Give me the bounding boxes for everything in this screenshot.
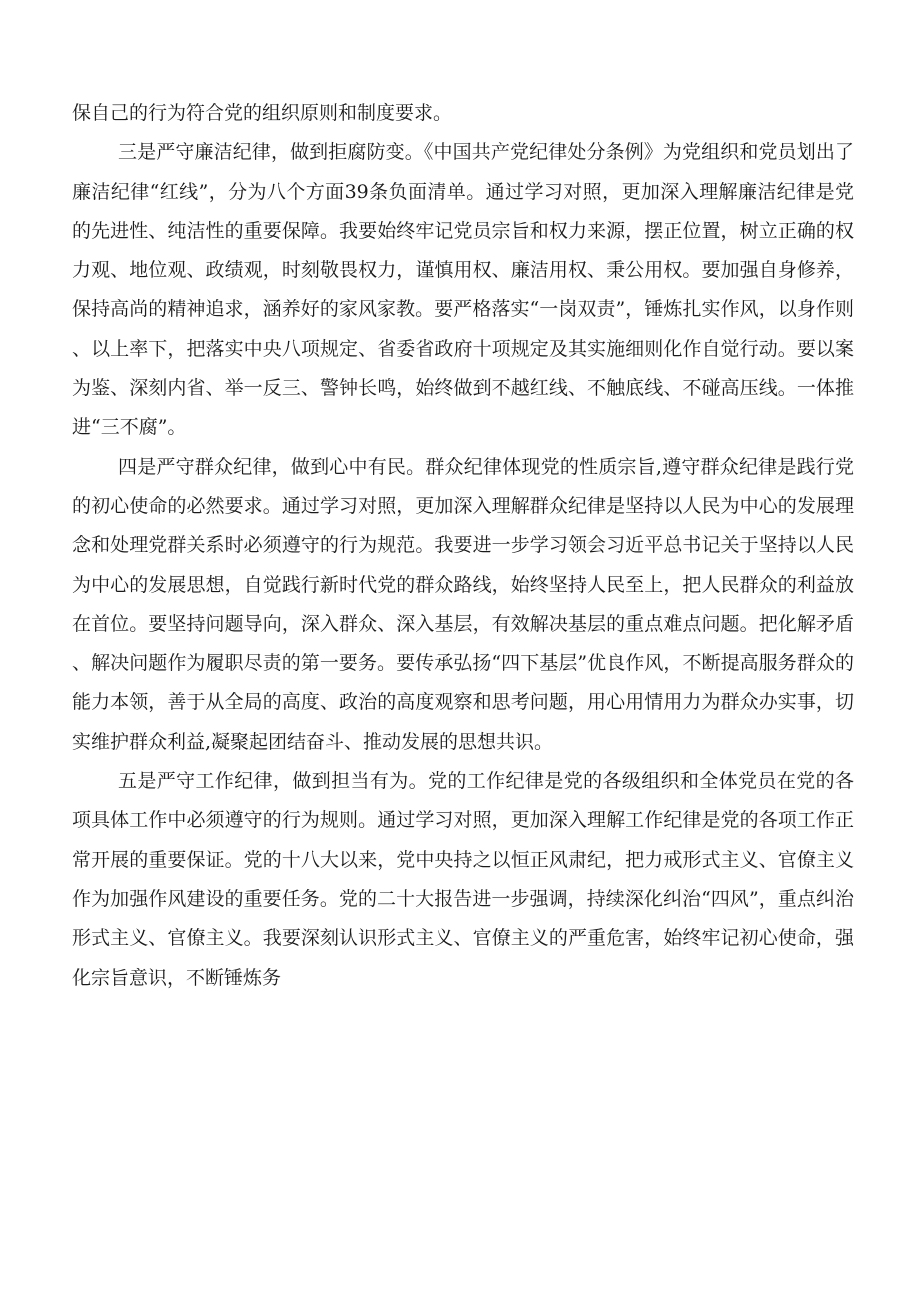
paragraph-work-discipline: 五是严守工作纪律，做到担当有为。党的工作纪律是党的各级组织和全体党员在党的各项具体工作中必须遵守的行为规则。通过学习对照，更加深入理解工作纪律是党的各项工作正常开展的重要保证。党的十八大以来，党中央持之以恒正风肃纪，把力戒形式主义、官僚主义作为加强作风建设的重要任务。党的二十大报告进一步强调，持续深化纠治“四风”，重点纠治形式主义、官僚主义。我要深刻认识形式主义、官僚主义的严重危害，始终牢记初心使命，强化宗旨意识，不断锤炼务: [72, 770, 854, 989]
paragraph-continuation: 保自己的行为符合党的组织原则和制度要求。: [72, 102, 453, 124]
paragraph-integrity-discipline: 三是严守廉洁纪律，做到拒腐防变。《中国共产党纪律处分条例》为党组织和党员划出了廉洁纪律“红线”，分为八个方面39条负面清单。通过学习对照，更加深入理解廉洁纪律是党的先进性、纯洁性的重要保障。我要始终牢记党员宗旨和权力来源，摆正位置，树立正确的权力观、地位观、政绩观，时刻敬畏权力，谨慎用权、廉洁用权、秉公用权。要加强自身修养，保持高尚的精神追求，涵养好的家风家教。要严格落实“一岗双责”，锤炼扎实作风，以身作则、以上率下，把落实中央八项规定、省委省政府十项规定及其实施细则化作自觉行动。要以案为鉴、深刻内省、举一反三、警钟长鸣，始终做到不越红线、不触底线、不碰高压线。一体推进“三不腐”。: [72, 141, 854, 439]
paragraph-mass-discipline: 四是严守群众纪律，做到心中有民。群众纪律体现党的性质宗旨,遵守群众纪律是践行党的初心使命的必然要求。通过学习对照，更加深入理解群众纪律是坚持以人民为中心的发展理念和处理党群关系时必须遵守的行为规范。我要进一步学习领会习近平总书记关于坚持以人民为中心的发展思想，自觉践行新时代党的群众路线，始终坚持人民至上，把人民群众的利益放在首位。要坚持问题导向，深入群众、深入基层，有效解决基层的重点难点问题。把化解矛盾、解决问题作为履职尽责的第一要务。要传承弘扬“四下基层”优良作风，不断提高服务群众的能力本领，善于从全局的高度、政治的高度观察和思考问题，用心用情用力为群众办实事，切实维护群众利益,凝聚起团结奋斗、推动发展的思想共识。: [72, 455, 854, 753]
document-body: [72, 94, 854, 998]
